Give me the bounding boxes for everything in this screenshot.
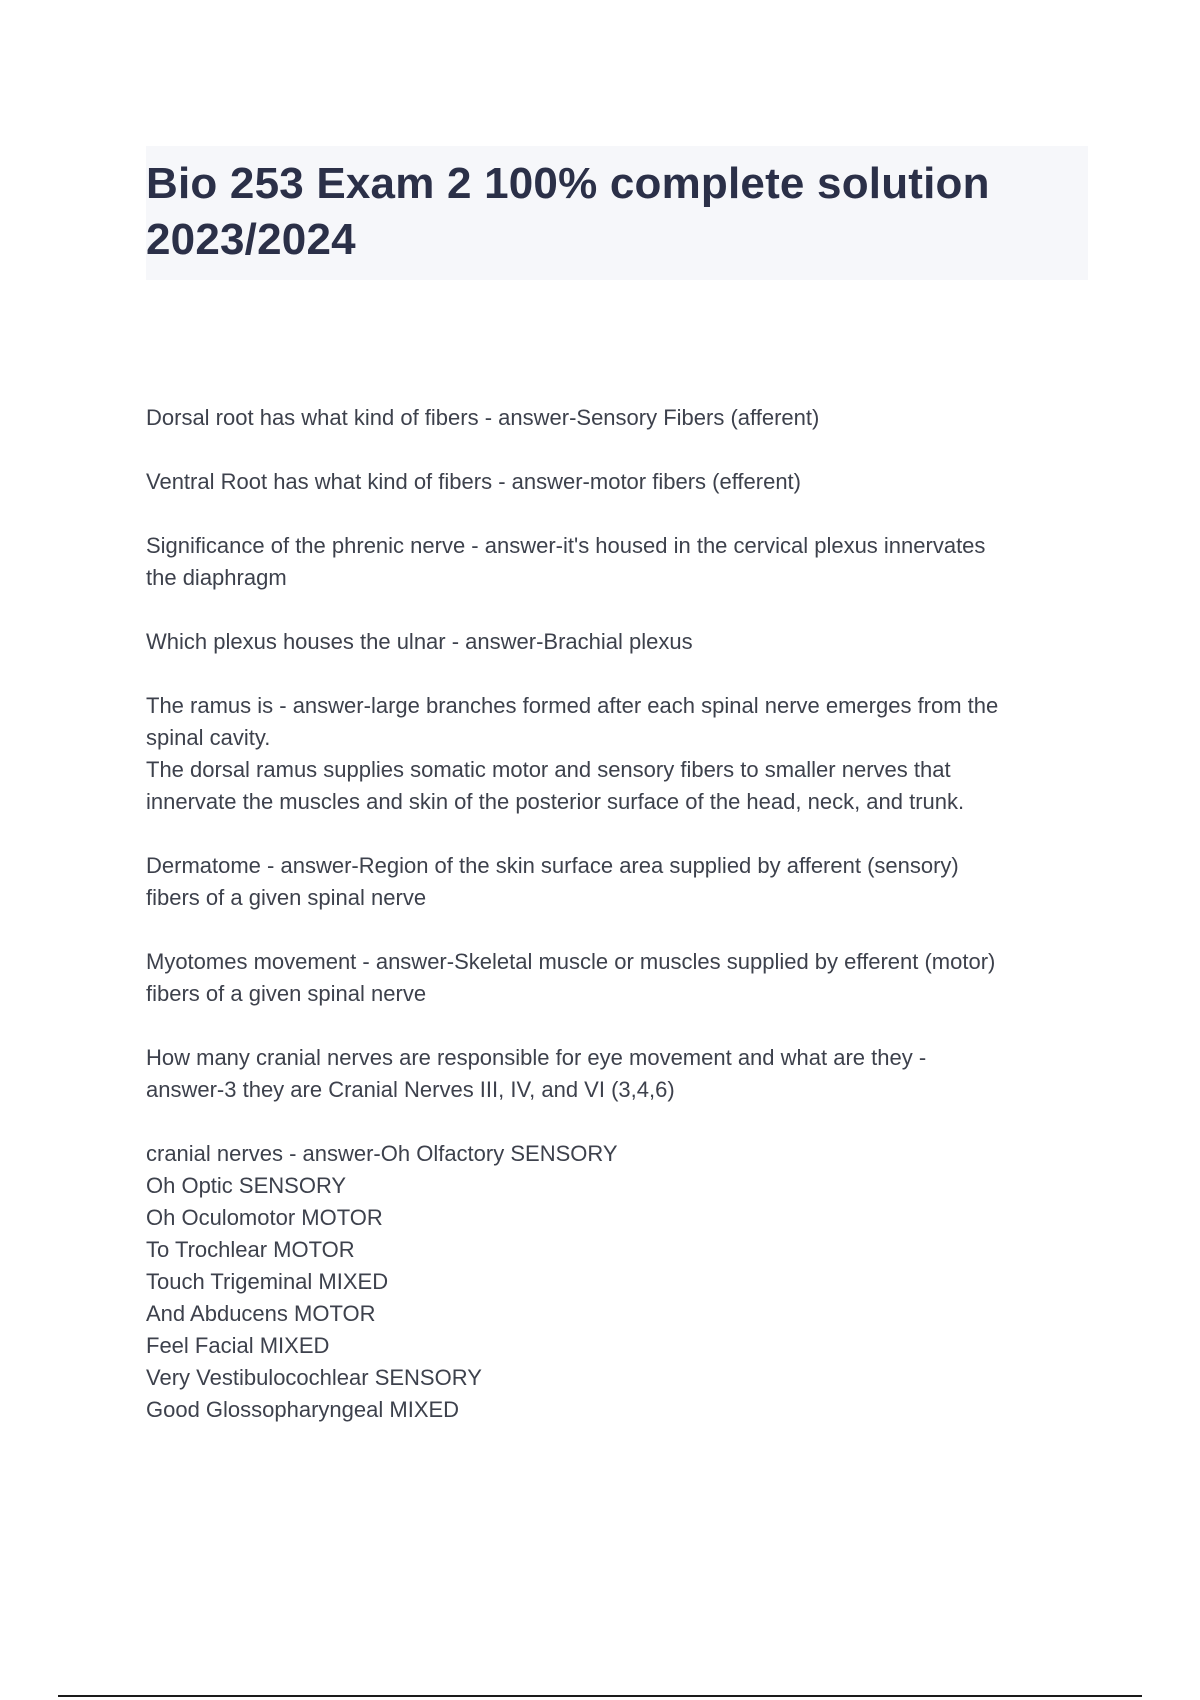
page-title: Bio 253 Exam 2 100% complete solution 2023/2024	[146, 159, 990, 264]
qa-item-myotomes: Myotomes movement - answer-Skeletal muscle or muscles supplied by efferent (motor) fibers of a given spinal nerve	[146, 949, 996, 1006]
title-block	[146, 146, 1088, 280]
qa-item-dorsal-root: Dorsal root has what kind of fibers - answer-Sensory Fibers (afferent)	[146, 405, 820, 430]
qa-item-dermatome: Dermatome - answer-Region of the skin surface area supplied by afferent (sensory) fibers of a given spinal nerve	[146, 853, 959, 910]
qa-item-eye-movement-nerves: How many cranial nerves are responsible for eye movement and what are they - answer-3 they are Cranial Nerves III, IV, and VI (3,4,6)	[146, 1045, 927, 1102]
qa-item-phrenic-nerve: Significance of the phrenic nerve - answer-it's housed in the cervical plexus innervates the diaphragm	[146, 533, 986, 590]
qa-item-ramus: The ramus is - answer-large branches formed after each spinal nerve emerges from the spinal cavity. The dorsal ramus supplies somatic motor and sensory fibers to smaller nerves that innervate the muscles and skin of the posterior surface of the head, neck, and trunk.	[146, 693, 999, 814]
qa-list	[146, 402, 1096, 1458]
qa-item-ventral-root: Ventral Root has what kind of fibers - answer-motor fibers (efferent)	[146, 469, 801, 494]
footer-divider	[58, 1695, 1142, 1697]
qa-item-ulnar-plexus: Which plexus houses the ulnar - answer-Brachial plexus	[146, 629, 693, 654]
qa-item-cranial-nerves: cranial nerves - answer-Oh Olfactory SENSORY Oh Optic SENSORY Oh Oculomotor MOTOR To Trochlear MOTOR Touch Trigeminal MIXED And Abducens MOTOR Feel Facial MIXED Very Vestibulocochlear SENSORY Good Glossopharyngeal MIXED	[146, 1141, 618, 1422]
